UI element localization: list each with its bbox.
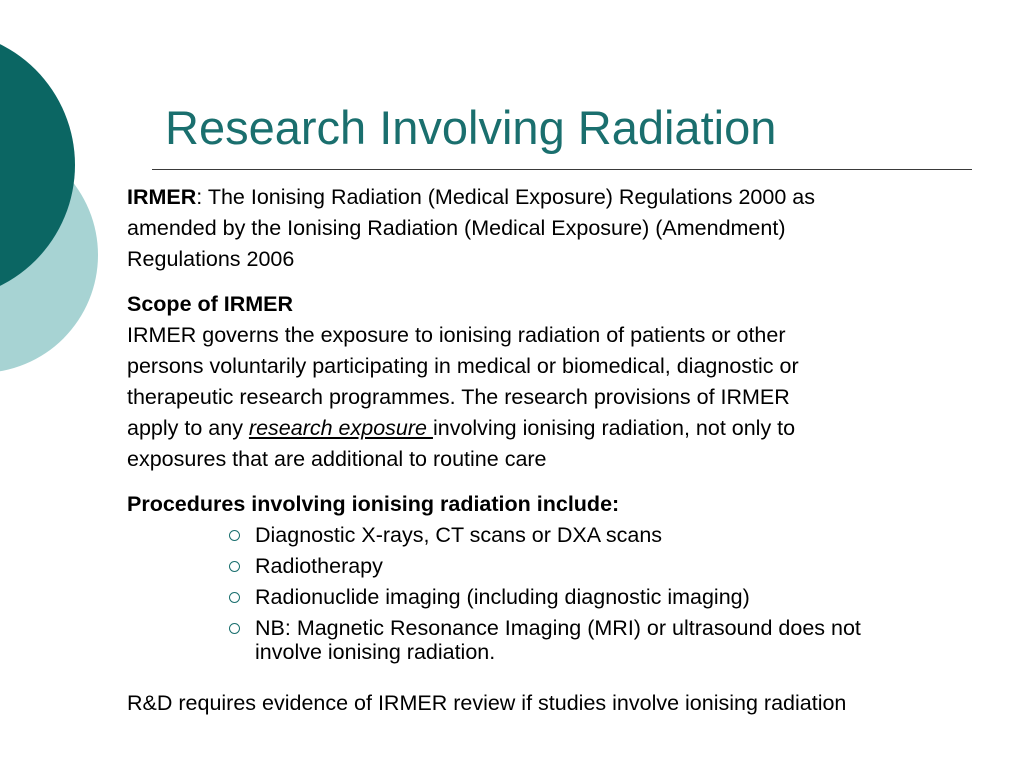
procedure-item-label-line-2: involve ionising radiation. [255, 640, 496, 664]
research-exposure-emphasis: research exposure [248, 416, 433, 440]
irmer-definition-line-1 [127, 182, 1007, 213]
irmer-definition-text-1: : The Ionising Radiation (Medical Exposure) Regulations 2000 as [196, 185, 815, 209]
irmer-definition-line-3: Regulations 2006 [127, 247, 295, 271]
scope-line-4-before: apply to any [127, 416, 249, 440]
irmer-definition-line-2: amended by the Ionising Radiation (Medical Exposure) (Amendment) [127, 216, 786, 240]
scope-section [127, 289, 1007, 475]
procedures-heading: Procedures involving ionising radiation include: [127, 492, 620, 516]
hollow-circle-bullet-icon [229, 592, 240, 603]
hollow-circle-bullet-icon [229, 561, 240, 572]
scope-line-3: therapeutic research programmes. The research provisions of IRMER [127, 385, 790, 409]
slide-body [127, 182, 1007, 719]
procedure-item-label: Radiotherapy [255, 554, 383, 578]
procedure-item-label: Diagnostic X-rays, CT scans or DXA scans [255, 523, 663, 547]
slide-title: Research Involving Radiation [165, 101, 777, 154]
procedure-item-label: Radionuclide imaging (including diagnostic imaging) [255, 585, 750, 609]
hollow-circle-bullet-icon [229, 530, 240, 541]
decorative-circles [0, 0, 110, 420]
scope-line-5: exposures that are additional to routine care [127, 447, 547, 471]
scope-heading: Scope of IRMER [127, 292, 294, 316]
title-divider [152, 169, 972, 170]
irmer-term: IRMER [127, 185, 197, 209]
scope-line-4-after: involving ionising radiation, not only to [432, 416, 796, 440]
procedure-item-mri-note [229, 613, 1007, 664]
scope-line-1: IRMER governs the exposure to ionising radiation of patients or other [127, 323, 786, 347]
scope-line-2: persons voluntarily participating in medical or biomedical, diagnostic or [127, 354, 799, 378]
hollow-circle-bullet-icon [229, 623, 240, 634]
procedure-item [229, 582, 1007, 613]
rd-requirement-note: R&D requires evidence of IRMER review if studies involve ionising radiation [127, 691, 847, 715]
procedure-item [229, 520, 1007, 551]
procedures-list [127, 520, 1007, 664]
scope-line-4 [127, 413, 1007, 444]
procedure-item-label-line-1: NB: Magnetic Resonance Imaging (MRI) or ultrasound does not [255, 616, 861, 640]
procedure-item [229, 551, 1007, 582]
irmer-definition [127, 182, 1007, 275]
